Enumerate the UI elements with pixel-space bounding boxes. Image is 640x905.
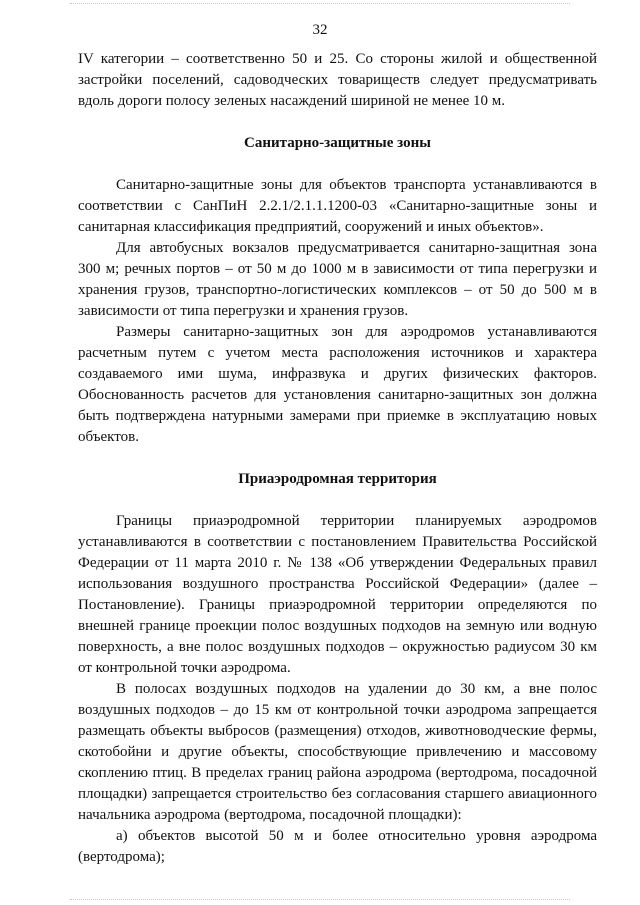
heading-sanitary-zones: Санитарно-защитные зоны xyxy=(244,135,431,151)
page-content xyxy=(78,49,597,868)
airfield-paragraph-2: В полосах воздушных подходов на удалении до 30 км, а вне полос воздушных подходов – до 15 км от контрольной точки аэродрома запрещается размещать объекты выбросов (размещения) отходов, животноводческие фермы, скотобойни и другие объекты, способствующие привлечению и массовому скоплению птиц. В пределах границ района аэродрома (вертодрома, посадочной площадки) запрещается строительство без согласования старшего авиационного начальника аэродрома (вертодрома, посадочной площадки): xyxy=(78,681,597,823)
page-number: 32 xyxy=(312,22,328,38)
intro-paragraph: IV категории – соответственно 50 и 25. Со стороны жилой и общественной застройки поселений, садоводческих товариществ следует предусматривать вдоль дороги полосу зеленых насаждений шириной не менее 10 м. xyxy=(78,51,597,109)
sanitary-paragraph-1: Санитарно-защитные зоны для объектов транспорта устанавливаются в соответствии с СанПиН 2.2.1/2.1.1.1200-03 «Санитарно-защитные зоны и санитарная классификация предприятий, сооружений и иных объектов». xyxy=(78,177,597,235)
sanitary-paragraph-3: Размеры санитарно-защитных зон для аэродромов устанавливаются расчетным путем с учетом места расположения источников и характера создаваемого ими шума, инфразвука и других физических факторов. Обоснованность расчетов для установления санитарно-защитных зон должна быть подтверждена натурными замерами при приемке в эксплуатацию новых объектов. xyxy=(78,324,597,445)
airfield-paragraph-1: Границы приаэродромной территории планируемых аэродромов устанавливаются в соответствии с постановлением Правительства Российской Федерации от 11 марта 2010 г. № 138 «Об утверждении Федеральных правил использования воздушного пространства Российской Федерации» (далее – Постановление). Границы приаэродромной территории определяются по внешней границе проекции полос воздушных подходов на земную или водную поверхность, а вне полос воздушных подходов – окружностью радиусом 30 км от контрольной точки аэродрома. xyxy=(78,513,597,676)
top-scan-edge xyxy=(70,3,570,4)
heading-airfield-territory: Приаэродромная территория xyxy=(238,471,437,487)
bottom-scan-edge xyxy=(70,899,570,900)
list-item-a: а) объектов высотой 50 м и более относительно уровня аэродрома (вертодрома); xyxy=(78,828,597,865)
sanitary-paragraph-2: Для автобусных вокзалов предусматривается санитарно-защитная зона 300 м; речных портов – от 50 м до 1000 м в зависимости от типа перегрузки и хранения грузов, транспортно-логистических комплексов – от 50 до 500 м в зависимости от типа перегрузки и хранения грузов. xyxy=(78,240,597,319)
